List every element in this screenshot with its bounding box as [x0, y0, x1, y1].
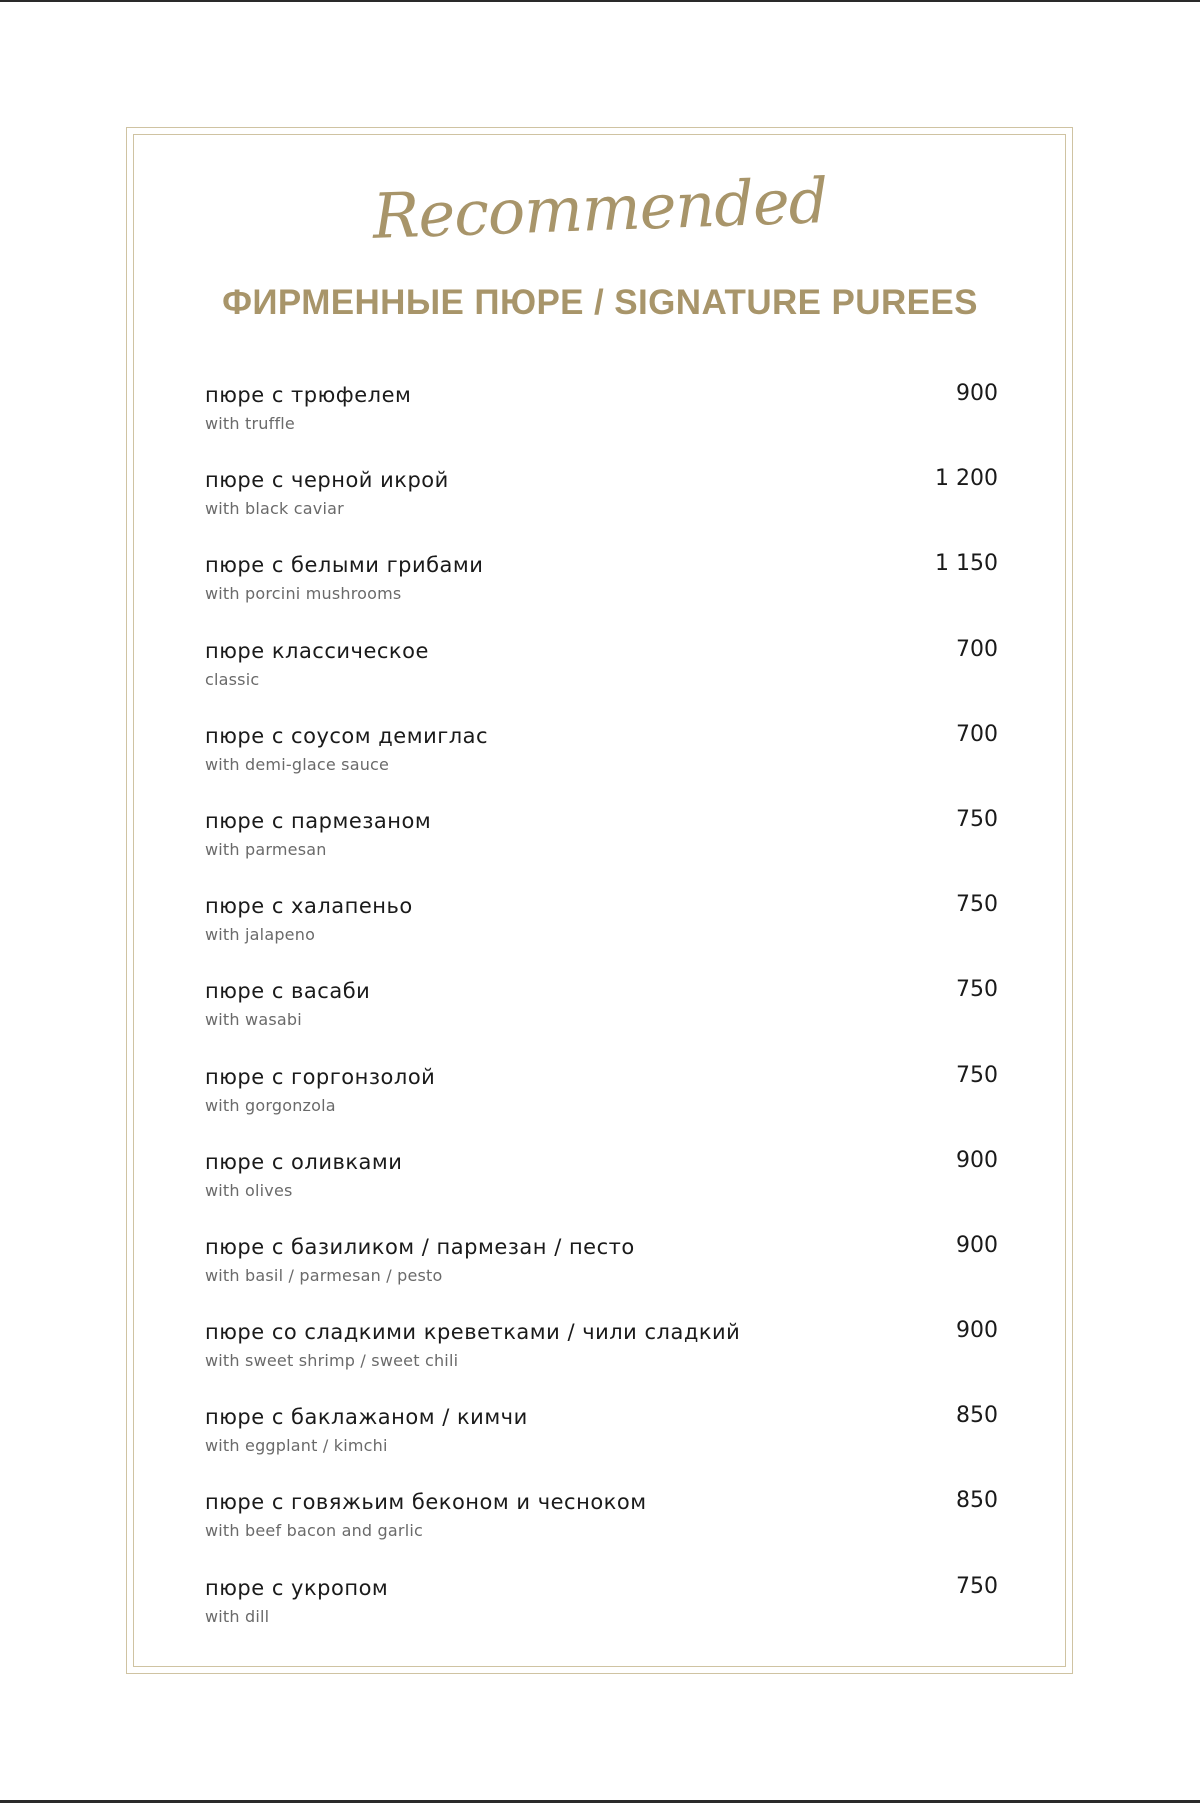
item-name-ru: пюре с горгонзолой [205, 1064, 436, 1089]
item-price: 850 [956, 1488, 998, 1514]
item-price: 700 [956, 636, 998, 662]
menu-item [205, 546, 998, 631]
menu-item [205, 632, 998, 717]
item-name-ru: пюре с халапеньо [205, 894, 413, 919]
item-name-ru: пюре с черной икрой [205, 468, 449, 493]
menu-item [205, 1398, 998, 1483]
item-name-en: with sweet shrimp / sweet chili [205, 1351, 459, 1371]
item-price: 900 [956, 1318, 998, 1344]
script-heading: Recommended [371, 164, 829, 253]
item-name-en: with demi-glace sauce [205, 754, 390, 774]
menu-item [205, 1313, 998, 1398]
menu-list [205, 376, 998, 1654]
item-name-ru: пюре с укропом [205, 1575, 389, 1600]
page-title: ФИРМЕННЫЕ ПЮРЕ / SIGNATURE PUREES [222, 283, 978, 322]
menu-item [205, 802, 998, 887]
item-price: 750 [956, 1062, 998, 1088]
item-price: 700 [956, 721, 998, 747]
item-price: 750 [956, 806, 998, 832]
item-name-ru: пюре с трюфелем [205, 383, 412, 407]
item-name-en: classic [205, 669, 260, 689]
item-name-en: with jalapeno [205, 925, 316, 945]
item-name-ru: пюре с баклажаном / кимчи [205, 1405, 528, 1430]
item-name-en: with truffle [205, 414, 295, 433]
menu-item [205, 972, 998, 1057]
item-name-ru: пюре с говяжьим беконом и чесноком [205, 1490, 647, 1515]
item-name-en: with olives [205, 1180, 293, 1200]
item-name-en: with eggplant / kimchi [205, 1436, 388, 1456]
menu-item [205, 717, 998, 802]
menu-item [205, 887, 998, 972]
item-name-en: with basil / parmesan / pesto [205, 1265, 443, 1285]
item-price: 750 [956, 1573, 998, 1599]
bottom-divider [0, 1800, 1200, 1803]
item-price: 1 150 [935, 551, 998, 577]
item-name-en: with beef bacon and garlic [205, 1521, 423, 1541]
item-price: 1 200 [935, 466, 998, 492]
top-divider [0, 0, 1200, 2]
menu-item [205, 1569, 998, 1654]
menu-item [205, 1483, 998, 1568]
item-name-en: with black caviar [205, 499, 344, 519]
item-name-ru: пюре с соусом демиглас [205, 723, 489, 748]
menu-item [205, 376, 998, 461]
item-price: 900 [956, 381, 998, 406]
menu-item [205, 461, 998, 546]
item-name-ru: пюре с васаби [205, 979, 371, 1004]
item-name-en: with porcini mushrooms [205, 584, 402, 604]
item-price: 900 [956, 1147, 998, 1173]
menu-item [205, 1228, 998, 1313]
item-price: 850 [956, 1403, 998, 1429]
item-name-en: with dill [205, 1606, 270, 1626]
item-name-en: with wasabi [205, 1010, 302, 1030]
item-name-ru: пюре с пармезаном [205, 808, 432, 833]
menu-item [205, 1058, 998, 1143]
item-name-ru: пюре с базиликом / пармезан / песто [205, 1234, 635, 1259]
item-name-en: with gorgonzola [205, 1095, 336, 1115]
item-price: 900 [956, 1232, 998, 1258]
item-name-ru: пюре с белыми грибами [205, 553, 484, 578]
item-name-ru: пюре с оливками [205, 1149, 403, 1174]
item-name-ru: пюре со сладкими креветками / чили сладкий [205, 1320, 741, 1345]
item-price: 750 [956, 892, 998, 918]
item-name-ru: пюре классическое [205, 638, 429, 663]
item-price: 750 [956, 977, 998, 1003]
menu-item [205, 1143, 998, 1228]
item-name-en: with parmesan [205, 839, 327, 859]
